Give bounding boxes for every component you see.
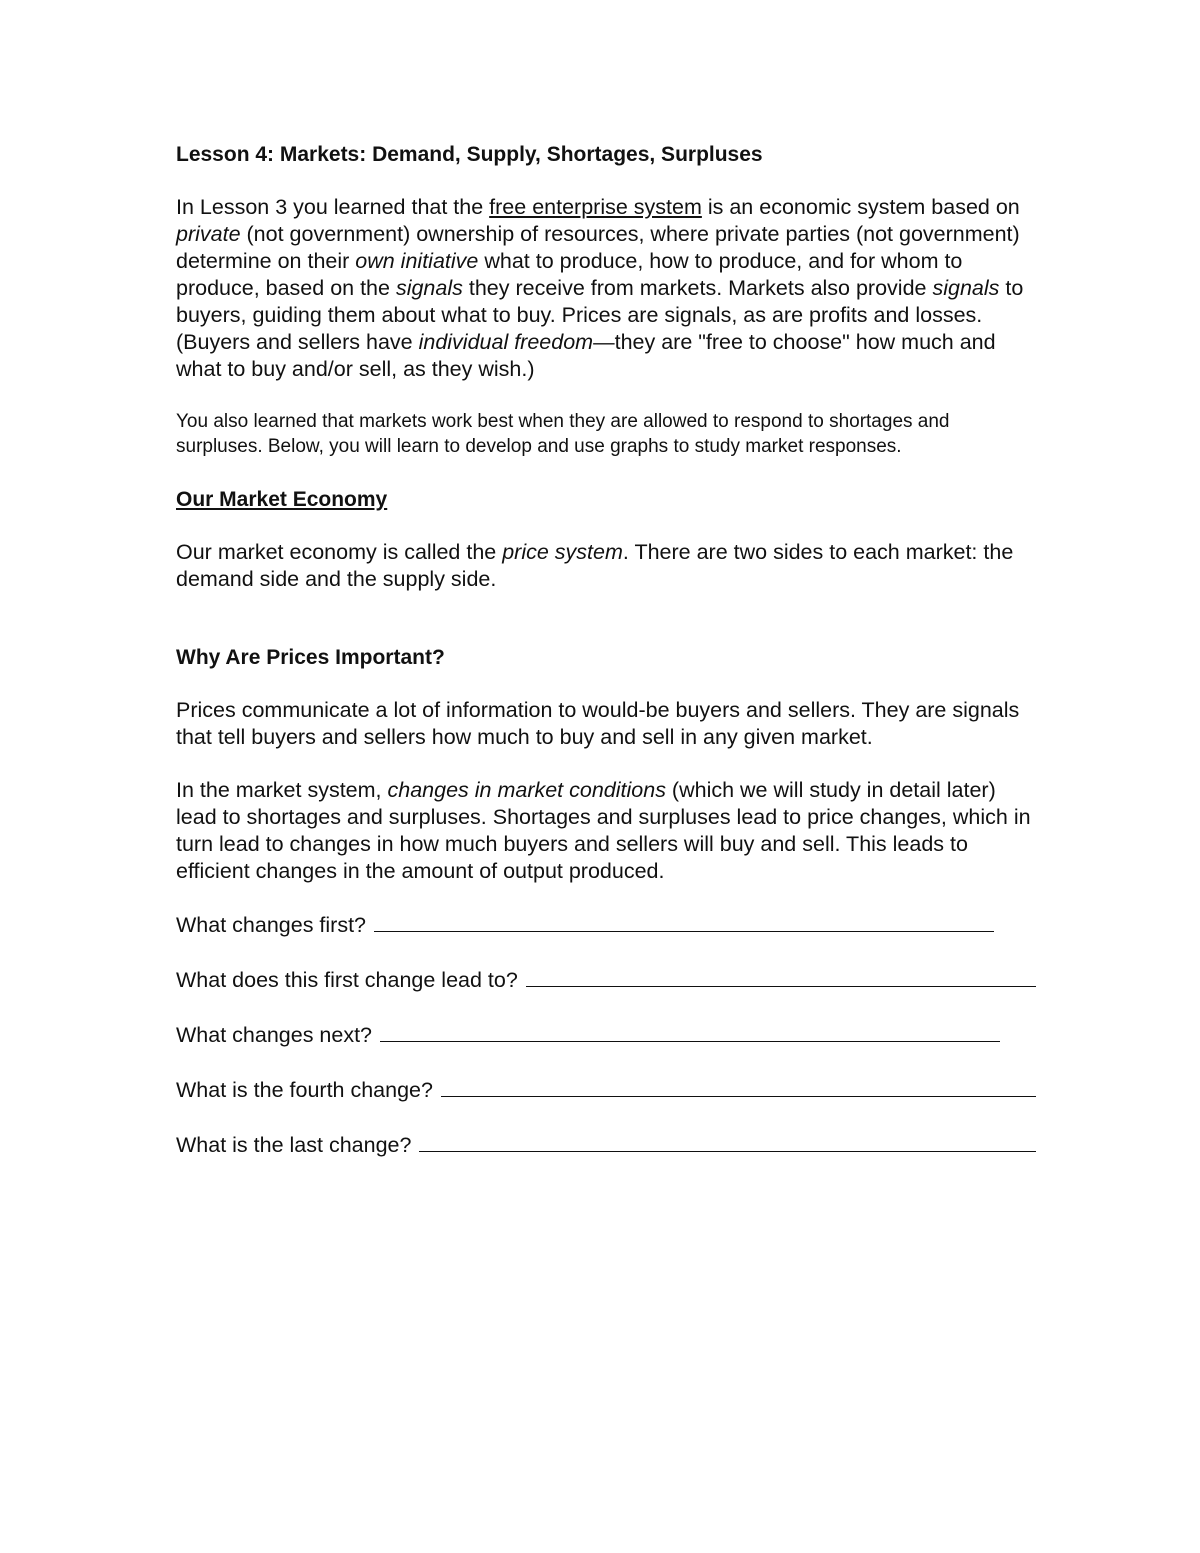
question-row [176, 911, 1036, 939]
question-label: What is the last change? [176, 1133, 412, 1157]
emphasis-price-system: price system [502, 540, 623, 564]
emphasis-private: private [176, 222, 241, 246]
intro-text: what to produce, how to produce, and for whom to produce, based on the [176, 249, 963, 300]
answer-blank[interactable] [441, 1076, 1036, 1097]
question-label: What does this first change lead to? [176, 968, 518, 992]
emphasis-individual-freedom: individual freedom [418, 330, 594, 354]
section-heading-prices-important: Why Are Prices Important? [176, 646, 445, 669]
body-text: Our market economy is called the [176, 540, 503, 564]
question-row [176, 1131, 1036, 1159]
emphasis-signals: signals [932, 276, 1000, 300]
section-heading-market-economy: Our Market Economy [176, 488, 388, 511]
market-economy-paragraph [176, 539, 1036, 593]
answer-blank[interactable] [380, 1021, 1000, 1042]
body-text: . There are two sides to each market: the demand side and the supply side. [176, 540, 1014, 591]
document-page [176, 140, 1036, 1186]
intro-text: to buyers, guiding them about what to buy. Prices are signals, as are profits and losses. (Buyers and sellers have [176, 276, 1024, 354]
intro-text: is an economic system based on [701, 195, 1020, 219]
prices-paragraph-1: Prices communicate a lot of information to would-be buyers and sellers. They are signals that tell buyers and sellers how much to buy and sell in any given market. [176, 698, 1020, 749]
question-row [176, 966, 1036, 994]
prices-paragraph-2 [176, 777, 1036, 885]
intro-text: they receive from markets. Markets also provide [462, 276, 933, 300]
intro-paragraph-2: You also learned that markets work best when they are allowed to respond to shortages and surpluses. Below, you will learn to develop and use graphs to study market responses. [176, 411, 950, 457]
emphasis-own-initiative: own initiative [355, 249, 479, 273]
body-text: In the market system, [176, 778, 388, 802]
question-label: What changes first? [176, 913, 367, 937]
emphasis-market-conditions: changes in market conditions [387, 778, 666, 802]
intro-paragraph [176, 194, 1036, 383]
intro-text: In Lesson 3 you learned that the [176, 195, 490, 219]
answer-blank[interactable] [374, 911, 994, 932]
question-row [176, 1021, 1036, 1049]
lesson-title: Lesson 4: Markets: Demand, Supply, Shortages, Surpluses [176, 143, 763, 166]
body-text: (which we will study in detail later) lead to shortages and surpluses. Shortages and surpluses lead to price changes, which in turn lead to changes in how much buyers and sellers will buy and sell. This leads to efficient changes in the amount of output produced. [176, 778, 1031, 883]
answer-blank[interactable] [526, 966, 1036, 987]
question-label: What is the fourth change? [176, 1078, 433, 1102]
emphasis-signals: signals [395, 276, 463, 300]
free-enterprise-term: free enterprise system [489, 195, 702, 219]
intro-text: —they are "free to choose" how much and what to buy and/or sell, as they wish.) [176, 330, 996, 381]
question-row [176, 1076, 1036, 1104]
intro-text: (not government) ownership of resources, where private parties (not government) determine on their [176, 222, 1020, 273]
question-label: What changes next? [176, 1023, 373, 1047]
answer-blank[interactable] [419, 1131, 1036, 1152]
